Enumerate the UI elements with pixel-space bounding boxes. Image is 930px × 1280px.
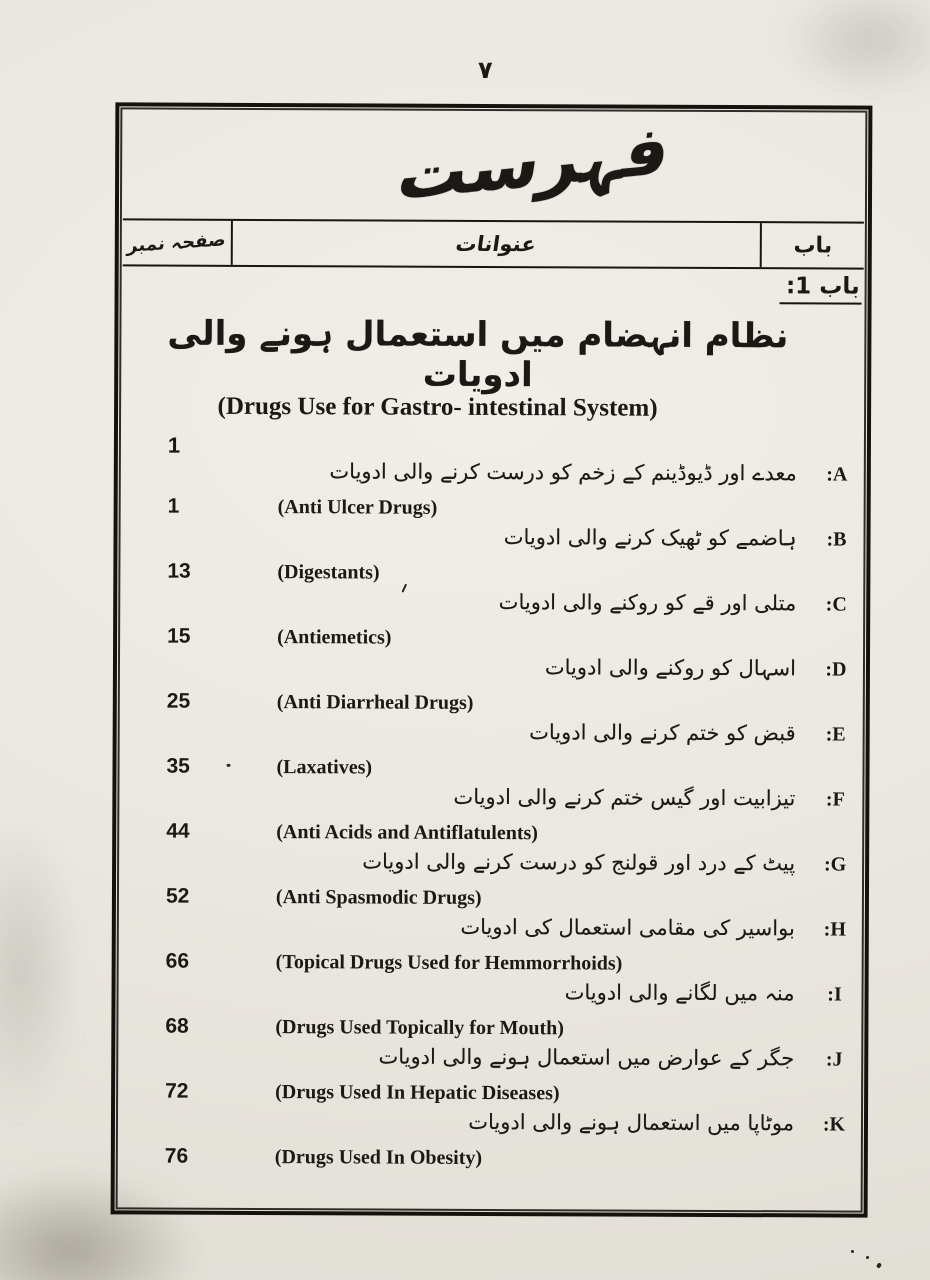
header-label-page-number: صفحہ نمبر bbox=[126, 228, 228, 257]
entry-urdu-line bbox=[120, 783, 861, 822]
entry-english-line bbox=[121, 559, 862, 591]
entry-title-english: (Drugs Used Topically for Mouth) bbox=[275, 1016, 564, 1040]
entry-title-urdu: بواسیر کی مقامی استعمال کی ادویات bbox=[460, 914, 795, 941]
scan-smudge bbox=[780, 0, 930, 100]
entry-title-english: (Anti Diarrheal Drugs) bbox=[276, 691, 474, 714]
entry-letter: E: bbox=[825, 723, 846, 746]
contents-frame-content bbox=[119, 110, 865, 1209]
entry-urdu-line bbox=[122, 458, 863, 497]
entry-urdu-line bbox=[119, 978, 860, 1017]
entry-title-urdu: جگر کے عوارض میں استعمال ہونے والی ادویات bbox=[378, 1044, 795, 1071]
entry-title-english: (Anti Acids and Antiflatulents) bbox=[276, 821, 539, 845]
entry-english-line bbox=[122, 494, 863, 526]
entry-letter: A: bbox=[826, 463, 848, 486]
entry-title-urdu: قبض کو ختم کرنے والی ادویات bbox=[529, 720, 796, 746]
entry-letter: G: bbox=[823, 853, 847, 876]
entry-page-number: 44 bbox=[166, 819, 190, 843]
entry-title-urdu: اسہال کو روکنے والی ادویات bbox=[544, 655, 797, 681]
entry-letter: B: bbox=[826, 528, 847, 551]
entry-title-urdu: موٹاپا میں استعمال ہونے والی ادویات bbox=[468, 1109, 795, 1136]
entry-letter: J: bbox=[825, 1048, 843, 1071]
entry-letter: C: bbox=[825, 593, 847, 616]
entry-page-number: 66 bbox=[165, 949, 190, 973]
header-label-topics: عنوانات bbox=[454, 231, 539, 257]
entry-title-english: (Drugs Used In Obesity) bbox=[274, 1146, 483, 1169]
entry-page-number: 1 bbox=[167, 494, 180, 518]
entry-title-urdu: ہاضمے کو ٹھیک کرنے والی ادویات bbox=[503, 525, 797, 551]
entry-title-urdu: معدے اور ڈیوڈینم کے زخم کو درست کرنے والی ادویات bbox=[329, 459, 797, 486]
entry-title-english: (Anti Spasmodic Drugs) bbox=[275, 886, 482, 909]
header-cell-topics bbox=[233, 221, 762, 267]
toc-entry-k bbox=[119, 1108, 860, 1176]
toc-entry-f bbox=[120, 783, 861, 851]
toc-entry-a bbox=[122, 458, 863, 526]
entry-urdu-line bbox=[120, 848, 861, 887]
entry-title-urdu: منہ میں لگانے والی ادویات bbox=[564, 980, 795, 1006]
scan-speck bbox=[866, 1256, 869, 1259]
entry-title-english: (Drugs Used In Hepatic Diseases) bbox=[275, 1081, 560, 1105]
entry-title-urdu: متلی اور قے کو روکنے والی ادویات bbox=[498, 590, 797, 616]
entry-title-english: (Laxatives) bbox=[276, 756, 373, 779]
entry-urdu-line bbox=[120, 913, 861, 952]
entry-urdu-line bbox=[119, 1043, 860, 1082]
chapter-1-label: باب 1: bbox=[780, 273, 862, 304]
toc-entries bbox=[119, 458, 863, 1176]
entry-title-english: (Topical Drugs Used for Hemmorrhoids) bbox=[275, 951, 623, 975]
entry-letter: I: bbox=[827, 983, 842, 1006]
toc-entry-c bbox=[121, 588, 862, 656]
entry-title-english: (Digestants) bbox=[277, 561, 380, 584]
toc-entry-h bbox=[120, 913, 861, 981]
header-label-chapter: باب bbox=[793, 232, 833, 258]
entry-page-number: 76 bbox=[164, 1144, 189, 1168]
entry-english-line bbox=[120, 884, 861, 916]
toc-title-block bbox=[123, 110, 864, 223]
scan-speck bbox=[851, 1250, 854, 1253]
entry-title-urdu: پیٹ کے درد اور قولنج کو درست کرنے والی ادویات bbox=[362, 849, 796, 876]
entry-title-english: (Antiemetics) bbox=[277, 626, 392, 649]
toc-entry-e bbox=[120, 718, 861, 786]
entry-english-line bbox=[120, 819, 861, 851]
folio-page-number: ۷ bbox=[478, 56, 493, 84]
toc-content bbox=[119, 266, 864, 1209]
entry-page-number: 35 bbox=[166, 754, 190, 778]
entry-page-number: 72 bbox=[165, 1079, 189, 1103]
chapter-start-page: 1 bbox=[167, 432, 181, 458]
toc-entry-i bbox=[119, 978, 860, 1046]
toc-title: فہرست bbox=[392, 111, 675, 217]
entry-urdu-line bbox=[121, 588, 862, 627]
entry-page-number: 15 bbox=[167, 624, 191, 648]
toc-entry-g bbox=[120, 848, 861, 916]
toc-entry-b bbox=[121, 523, 862, 591]
header-cell-page-number bbox=[123, 220, 233, 264]
entry-english-line bbox=[120, 949, 861, 981]
entry-page-number: 52 bbox=[165, 884, 190, 908]
header-cell-chapter bbox=[762, 223, 864, 267]
entry-english-line bbox=[119, 1079, 860, 1111]
entry-urdu-line bbox=[121, 718, 862, 757]
entry-letter: D: bbox=[825, 658, 847, 681]
entry-page-number: 13 bbox=[167, 559, 191, 583]
entry-urdu-line bbox=[121, 653, 862, 692]
chapter-heading-english: (Drugs Use for Gastro- intestinal System) bbox=[217, 392, 658, 422]
entry-letter: K: bbox=[822, 1113, 846, 1136]
entry-urdu-line bbox=[121, 523, 862, 562]
contents-frame bbox=[111, 102, 873, 1217]
entry-english-line bbox=[120, 754, 861, 786]
entry-english-line bbox=[121, 689, 862, 721]
scan-speck bbox=[876, 1262, 882, 1268]
entry-letter: H: bbox=[823, 918, 846, 941]
toc-header-row bbox=[123, 220, 864, 269]
entry-urdu-line bbox=[119, 1108, 860, 1147]
entry-letter: F: bbox=[825, 788, 845, 811]
entry-english-line bbox=[119, 1014, 860, 1046]
entry-title-urdu: تیزابیت اور گیس ختم کرنے والی ادویات bbox=[453, 784, 796, 811]
entry-page-number: 25 bbox=[166, 689, 191, 713]
toc-entry-j bbox=[119, 1043, 860, 1111]
chapter-heading-urdu: نظام انہضام میں استعمال ہونے والی ادویات bbox=[167, 313, 789, 396]
entry-title-english: (Anti Ulcer Drugs) bbox=[277, 496, 438, 519]
entry-english-line bbox=[121, 624, 862, 656]
toc-entry-d bbox=[121, 653, 862, 721]
scan-smudge bbox=[0, 820, 80, 1120]
entry-english-line bbox=[119, 1144, 860, 1176]
entry-page-number: 68 bbox=[165, 1014, 189, 1038]
